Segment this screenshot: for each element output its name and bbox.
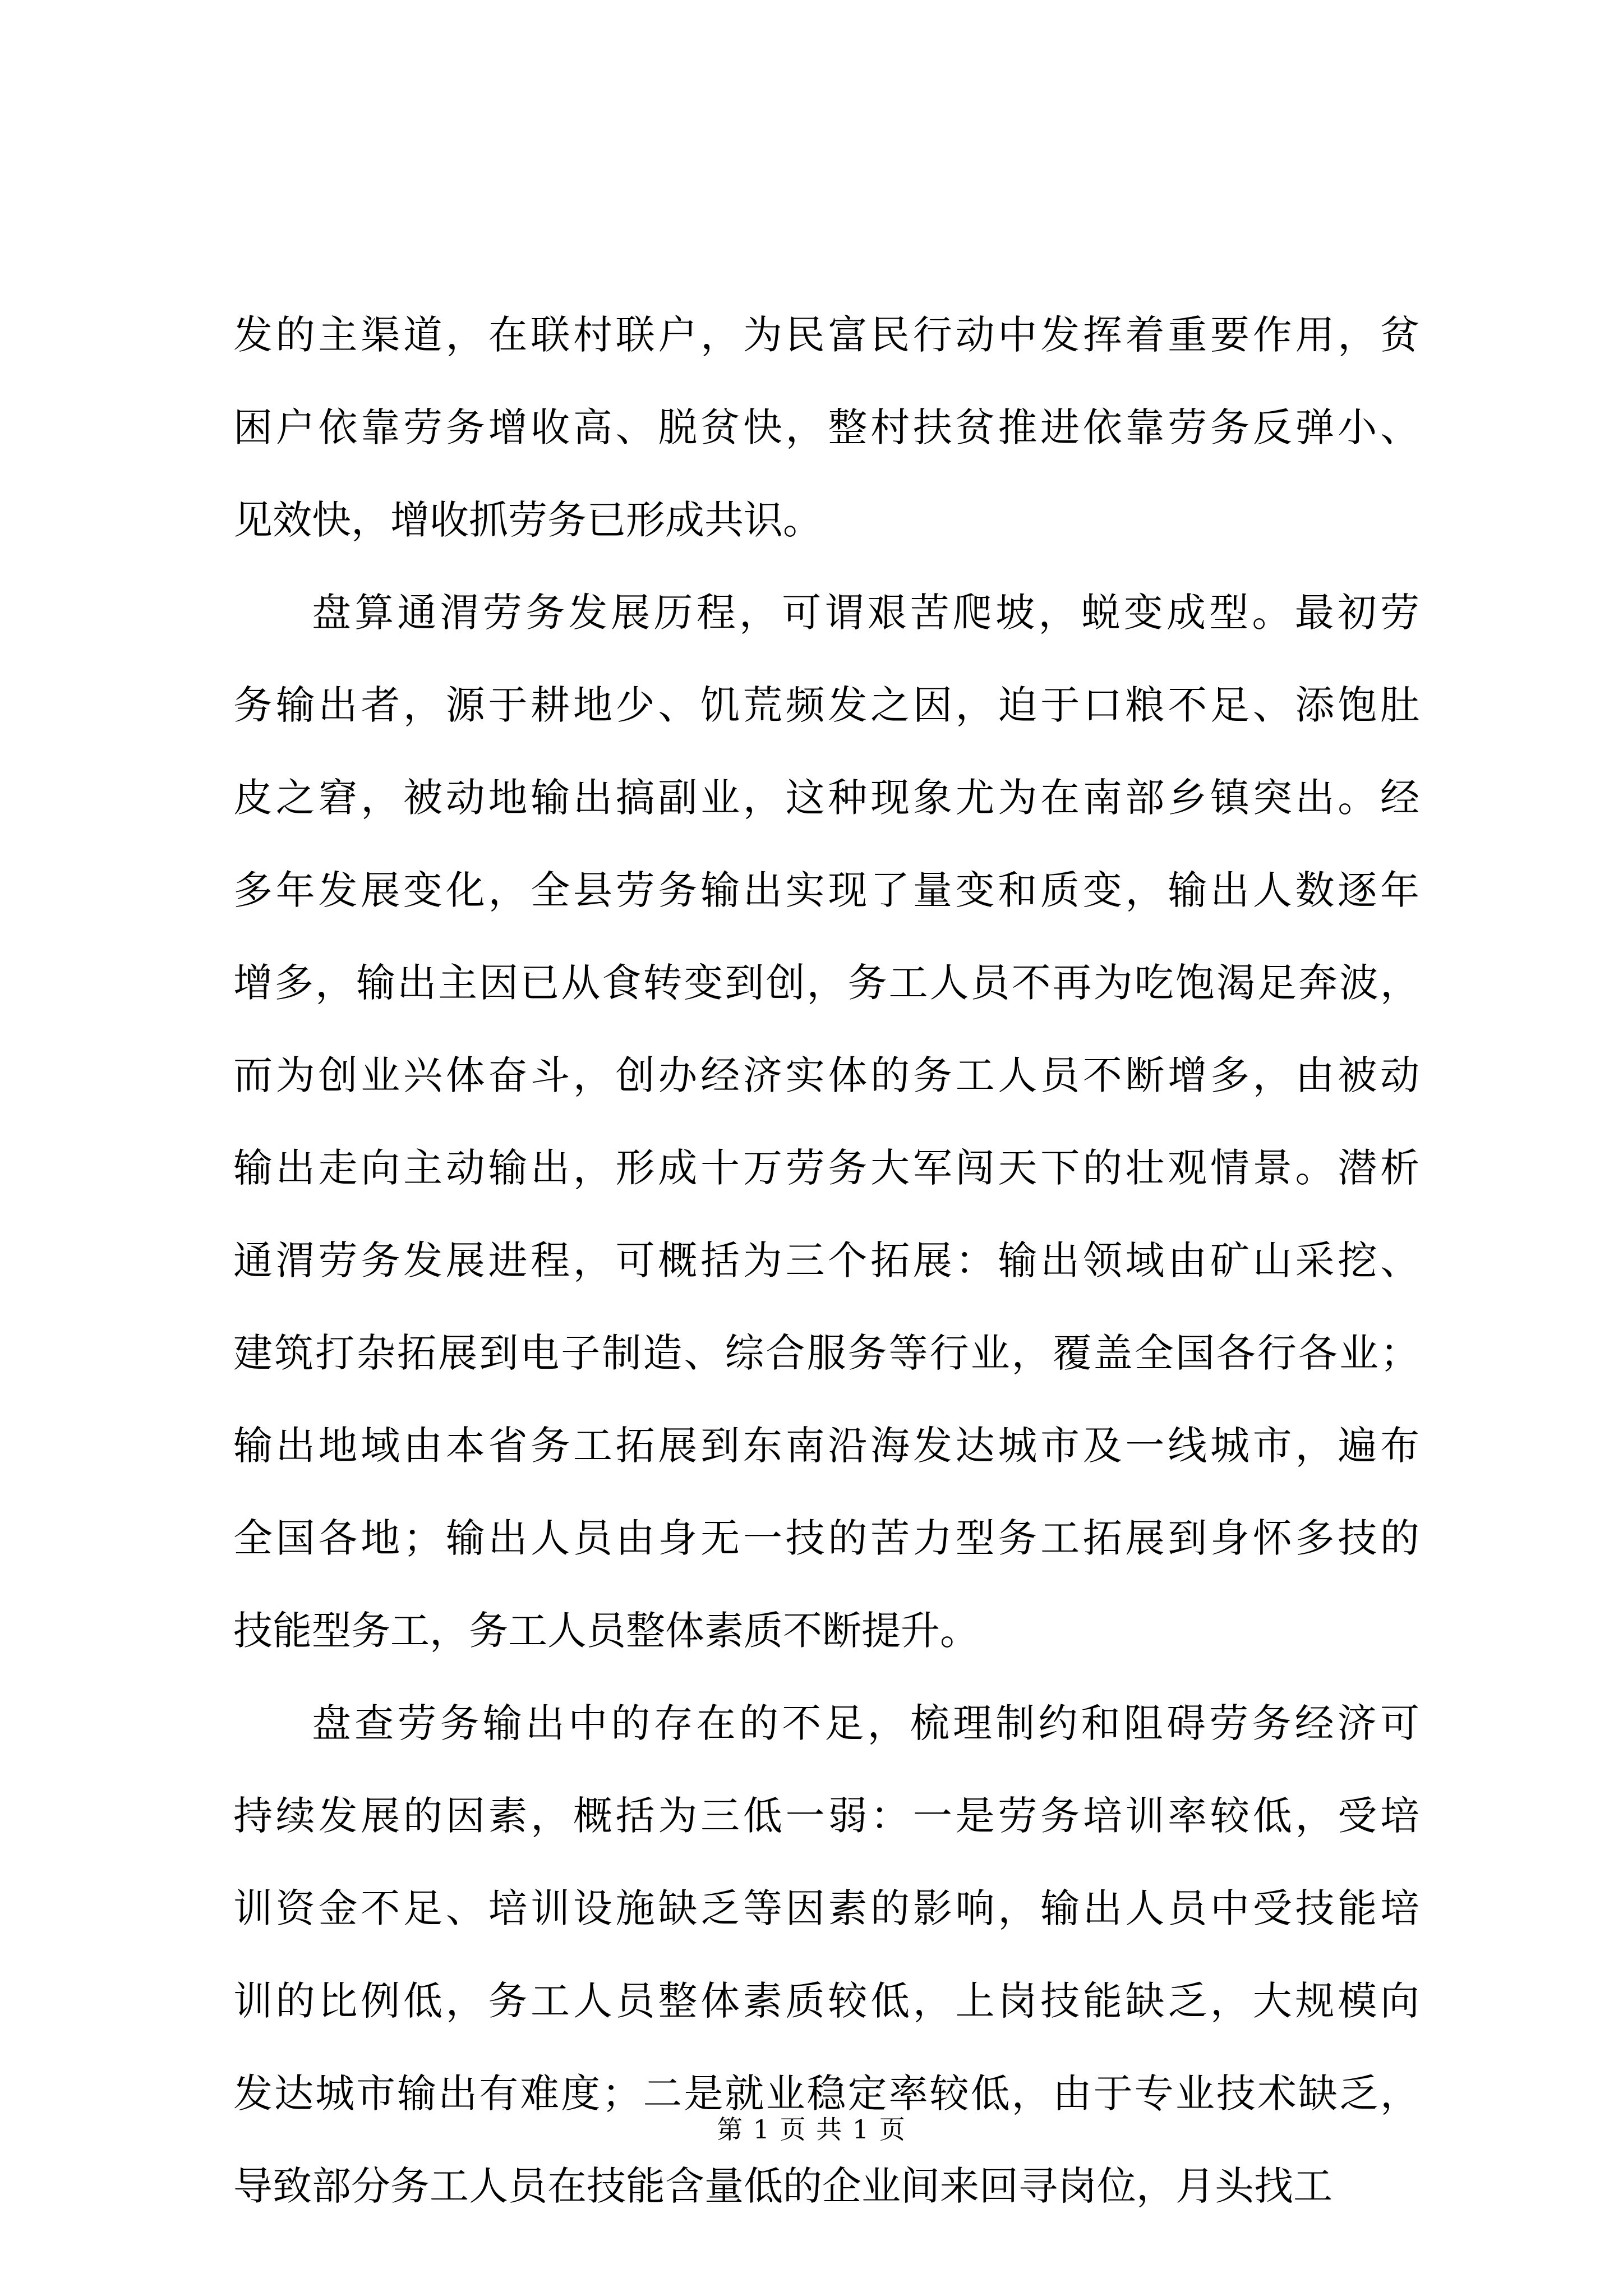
text-line: 务输出者，源于耕地少、饥荒频发之因，迫于口粮不足、添饱肚 xyxy=(233,682,1419,728)
text-line: 通渭劳务发展进程，可概括为三个拓展：输出领域由矿山采挖、 xyxy=(233,1237,1419,1283)
paragraph xyxy=(233,567,1419,1677)
text-line: 训的比例低，务工人员整体素质较低，上岗技能缺乏，大规模向 xyxy=(233,1978,1419,2024)
text-line: 增多，输出主因已从食转变到创，务工人员不再为吃饱渴足奔波， xyxy=(233,960,1419,1006)
text-line: 发达城市输出有难度；二是就业稳定率较低，由于专业技术缺乏， xyxy=(233,2070,1419,2116)
text-line: 多年发展变化，全县劳务输出实现了量变和质变，输出人数逐年 xyxy=(233,867,1419,913)
body-text xyxy=(233,289,1419,2233)
text-line: 盘算通渭劳务发展历程，可谓艰苦爬坡，蜕变成型。最初劳 xyxy=(312,590,1419,636)
text-line: 困户依靠劳务增收高、脱贫快，整村扶贫推进依靠劳务反弹小、 xyxy=(233,404,1419,450)
page-footer: 第 1 页 共 1 页 xyxy=(717,2114,906,2145)
text-line: 而为创业兴体奋斗，创办经济实体的务工人员不断增多，由被动 xyxy=(233,1052,1419,1098)
text-line: 皮之窘，被动地输出搞副业，这种现象尤为在南部乡镇突出。经 xyxy=(233,775,1419,821)
text-line: 导致部分务工人员在技能含量低的企业间来回寻岗位，月头找工 xyxy=(233,2163,1332,2209)
paragraph xyxy=(233,1677,1419,2233)
text-line: 全国各地；输出人员由身无一技的苦力型务工拓展到身怀多技的 xyxy=(233,1515,1419,1561)
paragraph xyxy=(233,289,1419,567)
text-line: 输出走向主动输出，形成十万劳务大军闯天下的壮观情景。潜析 xyxy=(233,1145,1419,1191)
text-line: 训资金不足、培训设施缺乏等因素的影响，输出人员中受技能培 xyxy=(233,1885,1419,1931)
text-line: 输出地域由本省务工拓展到东南沿海发达城市及一线城市，遍布 xyxy=(233,1423,1419,1469)
text-line: 持续发展的因素，概括为三低一弱：一是劳务培训率较低，受培 xyxy=(233,1793,1419,1839)
text-line: 盘查劳务输出中的存在的不足，梳理制约和阻碍劳务经济可 xyxy=(312,1700,1419,1746)
text-line: 技能型务工，务工人员整体素质不断提升。 xyxy=(233,1608,979,1654)
text-line: 建筑打杂拓展到电子制造、综合服务等行业，覆盖全国各行各业； xyxy=(233,1330,1419,1376)
text-line: 发的主渠道，在联村联户，为民富民行动中发挥着重要作用，贫 xyxy=(233,312,1419,358)
text-line: 见效快，增收抓劳务已形成共识。 xyxy=(233,497,822,543)
